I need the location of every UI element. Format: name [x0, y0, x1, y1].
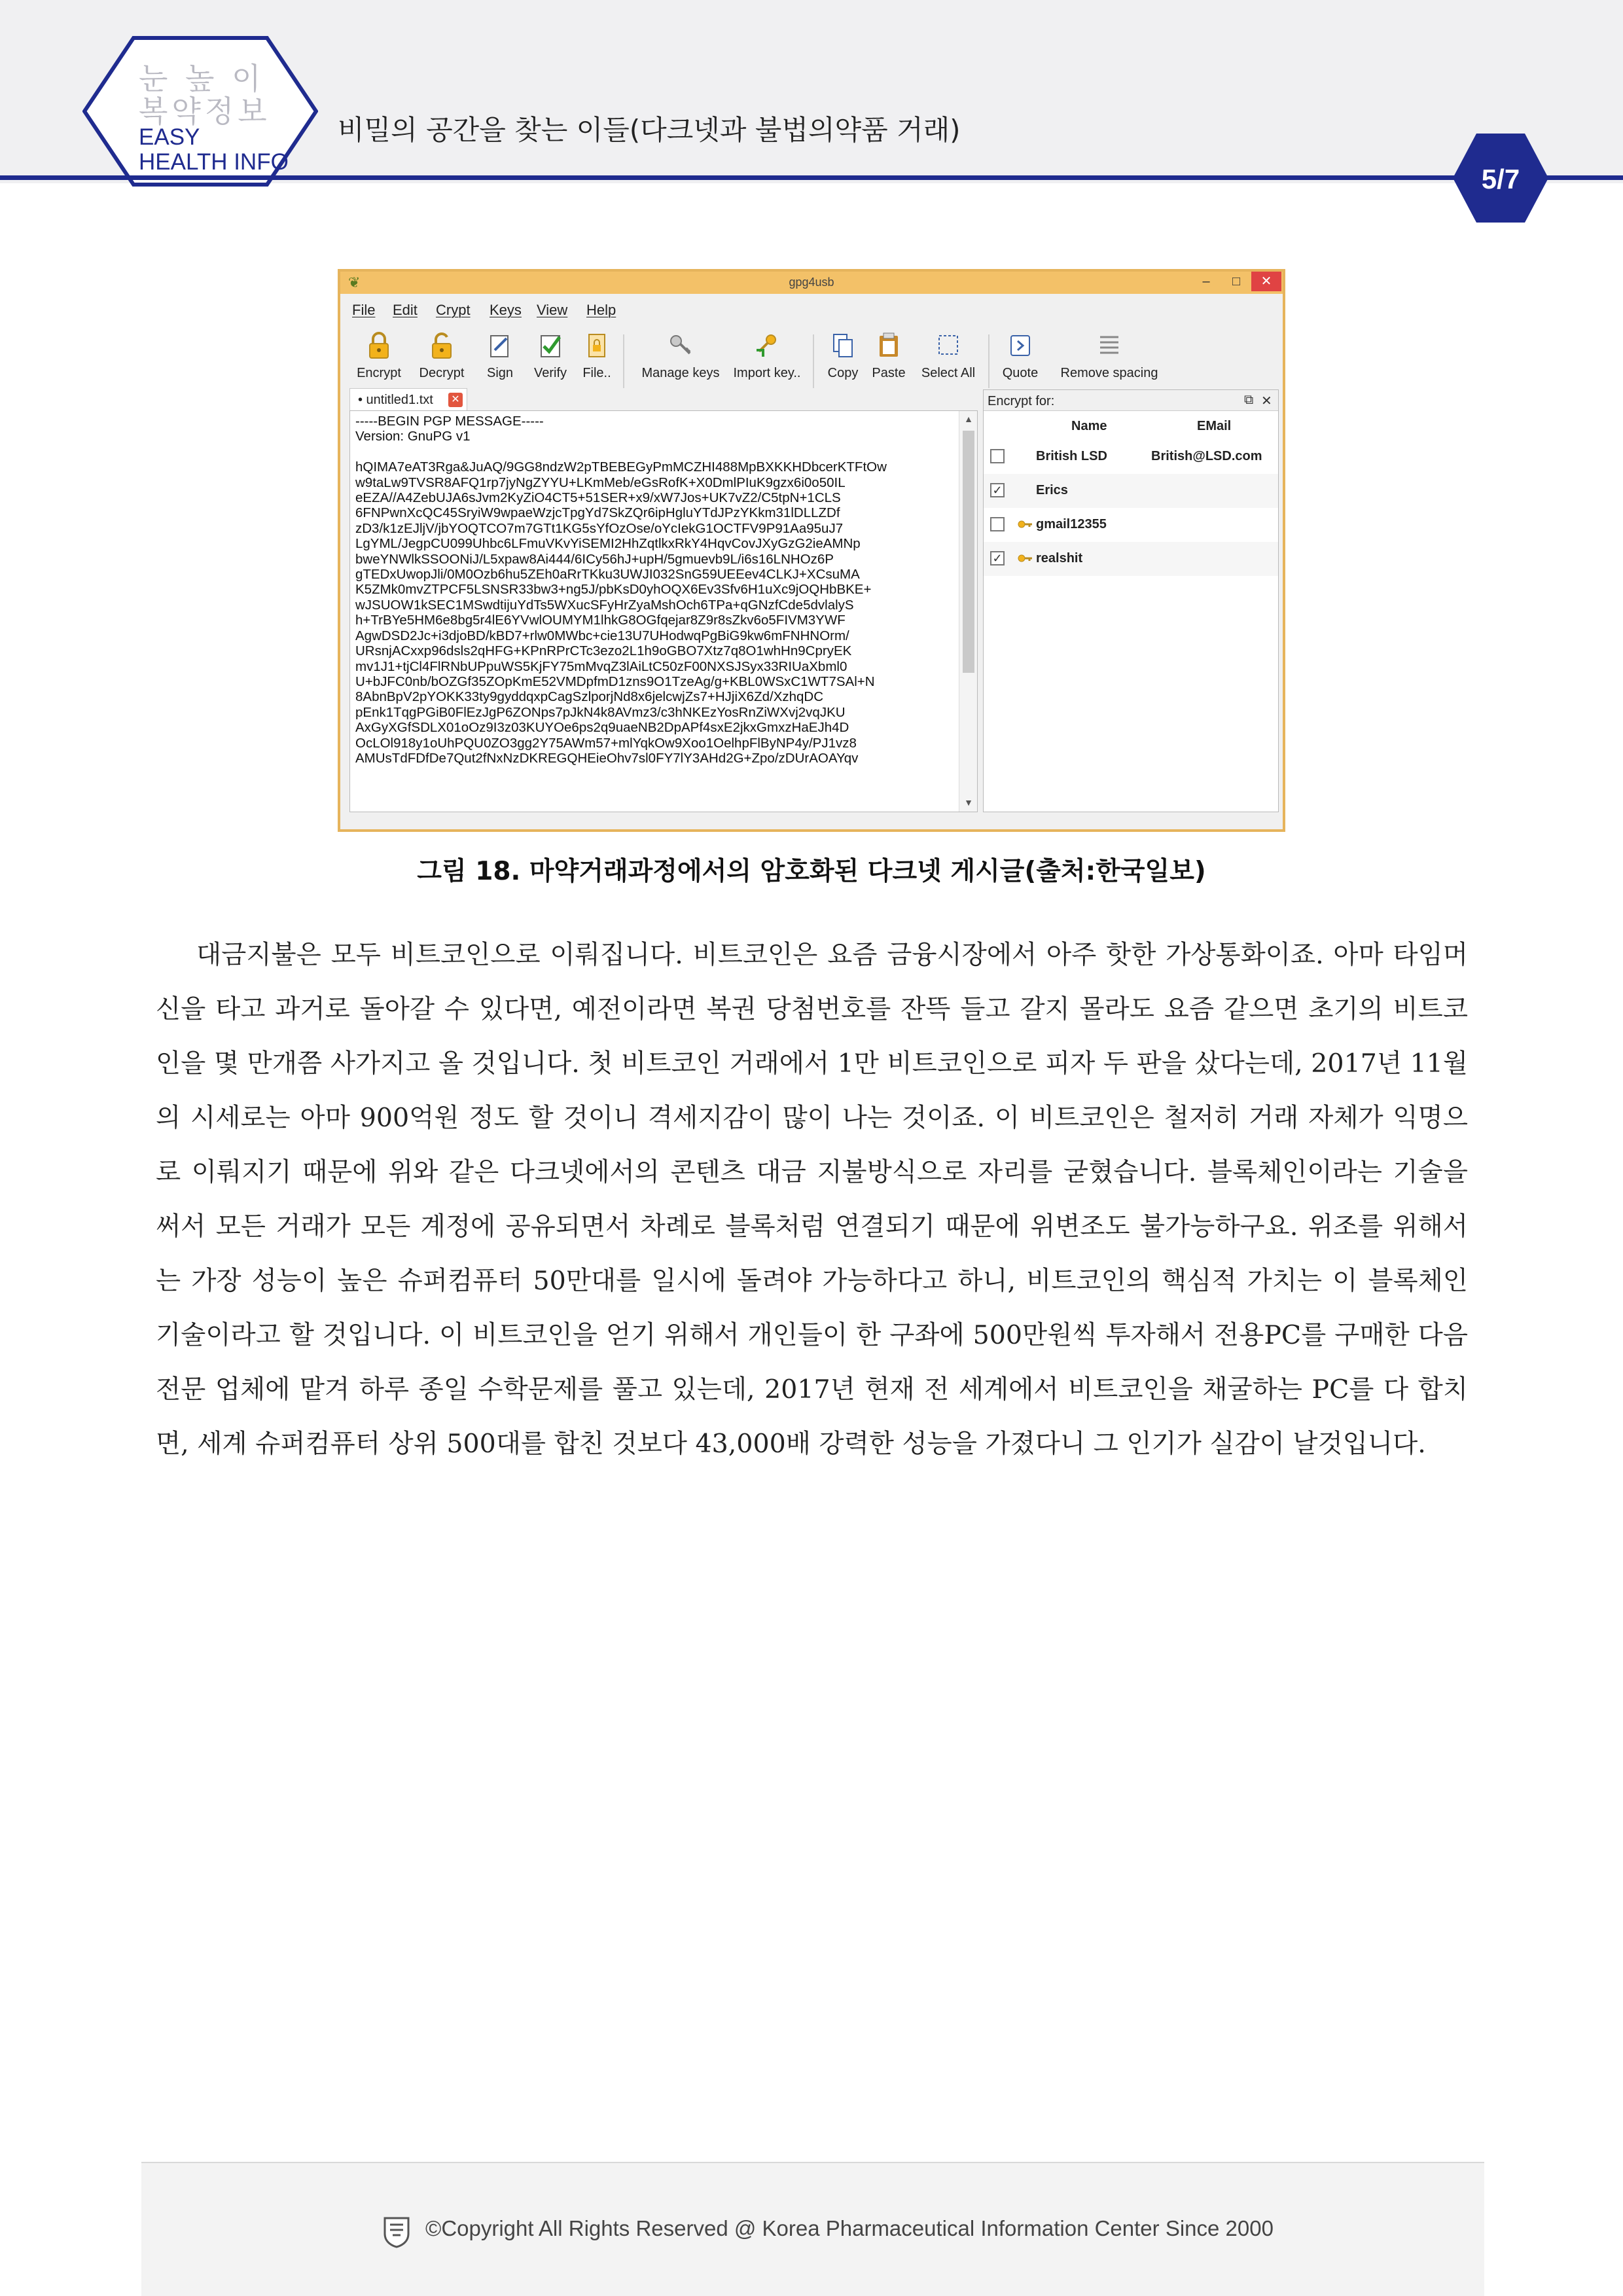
pgp-line: h+TrBYe5HM6e8bg5r4lE6YVwlOUMYM1lhkG8OGfqejar8Z9r8sZkv6o5FIVM3YWF: [355, 613, 846, 628]
pgp-line: eEZA//A4ZebUJA6sJvm2KyZiO4CT5+51SER+x9/xW7Jos+UK7vZ2/C5tpN+1CLS: [355, 490, 841, 506]
file-button[interactable]: [577, 331, 616, 391]
paste-button[interactable]: [868, 331, 910, 391]
toolbar: [340, 324, 1283, 396]
keys-icon: [668, 331, 694, 359]
key-checkbox-checked[interactable]: ✓: [990, 483, 1005, 497]
key-row[interactable]: [984, 440, 1278, 474]
pgp-line: [355, 444, 957, 459]
pgp-line: AgwDSD2Jc+i3djoBD/kBD7+rlw0MWbc+cie13U7UHodwqPgBiG9kw6mFNHNOrm/: [355, 628, 849, 643]
pgp-line: Version: GnuPG v1: [355, 429, 471, 444]
manage-keys-label: Manage keys: [641, 366, 720, 380]
logo-text-easy: EASY: [139, 124, 200, 150]
pgp-line: 8AbnBpV2pYOKK33ty9gyddqxpCagSzlporjNd8x6jelcwjZs7+HJjiX6Zd/XzhqDC: [355, 689, 824, 705]
logo-text-korean: 눈 높 이: [139, 61, 265, 96]
pgp-line: wJSUOW1kSEC1MSwdtijuYdTs5WXucSFyHrZyaMshOch6TPa+qGNzfCde5dvlalyS: [355, 597, 854, 613]
paste-label: Paste: [872, 366, 906, 380]
key-row[interactable]: [984, 508, 1278, 542]
menu-bar: [340, 298, 1283, 321]
logo-text-korean-2: 복약정보: [139, 94, 271, 129]
lock-icon: [366, 331, 392, 359]
import-key-label: Import key..: [733, 366, 801, 380]
select-all-label: Select All: [921, 366, 976, 380]
status-bar: [340, 815, 1283, 829]
window-titlebar: [340, 272, 1283, 294]
pgp-line: K5ZMk0mvZTPCF5LSNSR33bw3+ng5J/pbKsD0yhOQX6Ev3Sfv6H1uXc9jOQHbBKE+: [355, 582, 872, 598]
body-paragraph: 대금지불은 모두 비트코인으로 이뤄집니다. 비트코인은 요즘 금융시장에서 아주 핫한 가상통화이죠. 아마 타임머신을 타고 과거로 돌아갈 수 있다면, 예전이라면 복권 당첨번호를 잔뜩 들고 갈지 몰라도 요즘 같으면 초기의 비트코인을 몇 만개쯤 사가지고 올 것입니다. 첫 비트코인 거래에서 1만 비트코인으로 피자 두 판을 샀다는데, 2017년 11월의 시세로는 아마 900억원 정도 할 것이니 격세지감이 많이 나는 것이죠. 이 비트코인은 철저히 거래 자체가 익명으로 이뤄지기 때문에 위와 같은 다크넷에서의 콘텐츠 대금 지불방식으로 자리를 굳혔습니다. 블록체인이라는 기술을 써서 모든 거래가 모든 계정에 공유되면서 차례로 블록처럼 연결되기 때문에 위변조도 불가능하구요. 위조를 위해서는 가장 성능이 높은 슈퍼컴퓨터 50만대를 일시에 돌려야 가능하다고 하니, 비트코인의 핵심적 가치는 이 블록체인 기술이라고 할 것입니다. 이 비트코인을 얻기 위해서 개인들이 한 구좌에 500만원씩 투자해서 전용PC를 구매한 다음 전문 업체에 맡겨 하루 종일 수학문제를 풀고 있는데, 2017년 현재 전 세계에서 비트코인을 채굴하는 PC를 다 합치면, 세계 슈퍼컴퓨터 상위 500대를 합친 것보다 43,000배 강력한 성능을 가졌다니 그 인기가 실감이 날것입니다.: [156, 940, 1468, 1459]
key-name: gmail12355: [1036, 517, 1107, 531]
logo-text-health-info: HEALTH INFO: [139, 149, 289, 175]
close-panel-icon[interactable]: ✕: [1261, 394, 1272, 408]
document-title: 비밀의 공간을 찾는 이들(다크넷과 불법의약품 거래): [338, 114, 961, 146]
column-header-email[interactable]: EMail: [1197, 419, 1232, 433]
gpg4usb-screenshot: [338, 269, 1285, 832]
copy-button[interactable]: [822, 331, 864, 391]
minimize-button[interactable]: –: [1202, 274, 1210, 289]
remove-spacing-label: Remove spacing: [1060, 366, 1158, 380]
copy-icon: [830, 331, 856, 359]
pgp-line: pEnk1TqgPGiB0FlEzJgP6ZONps7pJkN4k8AVmz3/c3hNKEzYosRnZiWXvj2vqJKU: [355, 704, 846, 720]
remove-spacing-button[interactable]: [1047, 331, 1171, 391]
window-title: gpg4usb: [789, 276, 834, 289]
pgp-line: URsnjACxxp96dsls2qHFG+KPnRPrCTc3ezo2L1h9oGBO7Xtz7q8O1whHn9CpryEK: [355, 643, 852, 659]
unlock-icon: [429, 331, 455, 359]
verify-button[interactable]: [527, 331, 573, 391]
scroll-down-icon[interactable]: ▼: [964, 797, 973, 808]
quote-button[interactable]: [997, 331, 1043, 391]
panel-title: Encrypt for:: [988, 394, 1055, 408]
keypair-icon: [1016, 516, 1033, 533]
pgp-line: bweYNWlkSSOONiJ/L5xpaw8Ai444/6ICy56hJ+upH/5gmuevb9L/i6s16LNHOz6P: [355, 551, 834, 567]
close-button[interactable]: ✕: [1251, 272, 1281, 291]
editor-tabstrip: [349, 388, 755, 410]
file-label: File..: [582, 366, 611, 380]
pgp-line: -----BEGIN PGP MESSAGE-----: [355, 414, 544, 429]
pgp-message-text: [355, 414, 957, 766]
pgp-line: zD3/k1zEJljV/jbYOQTCO7m7GTt1KG5sYfOzOse/oYcIekG1OCTFV9P91Aa95uJ7: [355, 520, 844, 536]
quote-icon: [1007, 331, 1033, 359]
pgp-line: AMUsTdFDfDe7Qut2fNxNzDKREGQHEieOhv7sl0FY7lY3AHd2G+Zpo/zDUrAOAYqv: [355, 750, 859, 766]
key-name: British LSD: [1036, 449, 1107, 463]
menu-help[interactable]: Help: [586, 302, 616, 318]
sign-button[interactable]: [478, 331, 522, 391]
pgp-line: AxGyXGfSDLX01oOz9I3z03KUYOe6ps2q9uaeNB2DpAPf4sxE2jkxGmxzHaEJh4D: [355, 720, 849, 736]
pgp-line: gTEDxUwopJli/0M0Ozb6hu5ZEh0aRrTKku3UWJI032SnG59UEEev4CLKJ+XCsuMA: [355, 567, 860, 583]
key-name: realshit: [1036, 551, 1083, 565]
encrypt-label: Encrypt: [357, 366, 401, 380]
pgp-line: mv1J1+tjCl4FlRNbUPpuWS5KjFY75mMvqZ3lAiLtC50zF00NXSJSyx33RIUaXbml0: [355, 658, 847, 674]
pgp-line: w9taLw9TVSR8AFQ1rp7jyNgZYYU+LKmMeb/eGsRofK+X0DmlPIuK9gzx6i0o50IL: [355, 475, 846, 490]
menu-file[interactable]: File: [352, 302, 376, 318]
message-editor[interactable]: [349, 410, 978, 812]
scroll-up-icon[interactable]: ▲: [964, 414, 973, 424]
pgp-line: U+bJFC0nb/bOZGf35ZOpKmE52VMDpfmD1zns9O1TzeAg/g+KBL0WSxC1WT7SAl+N: [355, 673, 875, 689]
page-number: 5/7: [1481, 164, 1520, 194]
key-name: Erics: [1036, 483, 1068, 497]
float-panel-icon[interactable]: ⧉: [1244, 393, 1254, 407]
manage-keys-button[interactable]: [635, 331, 726, 391]
figure-caption: 그림 18. 마약거래과정에서의 암호화된 다크넷 게시글(출처:한국일보): [417, 857, 1206, 886]
verify-icon: [537, 331, 563, 359]
key-checkbox[interactable]: [990, 449, 1005, 463]
leaf-icon: ❦: [348, 274, 361, 291]
pgp-line: LgYML/JegpCU099Uhbc6LFmuVKvYiSEMI2HhZqtlkxRkY4HqvCovJXyGzG2ieAMNp: [355, 536, 861, 552]
toolbar-separator: [813, 334, 814, 388]
key-row[interactable]: [984, 542, 1278, 576]
scrollbar-thumb[interactable]: [963, 431, 974, 673]
quote-label: Quote: [1002, 366, 1039, 380]
remove-spacing-icon: [1096, 331, 1122, 359]
select-all-icon: [935, 331, 961, 359]
tab-untitled1[interactable]: [349, 388, 467, 410]
key-row[interactable]: [984, 474, 1278, 508]
copy-label: Copy: [827, 366, 859, 380]
maximize-button[interactable]: □: [1232, 274, 1241, 289]
key-email: British@LSD.com: [1151, 449, 1262, 463]
verify-label: Verify: [533, 366, 567, 380]
panel-header: [984, 390, 1278, 411]
keypair-icon: [1016, 550, 1033, 567]
import-key-button[interactable]: [728, 331, 806, 391]
import-key-icon: [754, 331, 780, 359]
editor-scrollbar[interactable]: [959, 411, 977, 812]
key-checkbox[interactable]: [990, 517, 1005, 531]
pgp-line: OcLOl918y1oUhPQU0ZO3gg2Y75AWm57+mlYqkOw9Xoo1OelhpFlByNP4y/PJ1vz8: [355, 735, 857, 751]
tab-label: • untitled1.txt: [358, 393, 433, 407]
select-all-button[interactable]: [912, 331, 984, 391]
toolbar-separator: [623, 334, 624, 388]
paste-icon: [876, 331, 902, 359]
pgp-line: 6FNPwnXcQC45SryiW9wpaeWzjcTpgYd7SkZQr6ipHgluYTdJPzYKkm31lDLLZDf: [355, 505, 840, 521]
menu-view[interactable]: View: [537, 302, 568, 318]
sign-label: Sign: [486, 366, 514, 380]
menu-keys[interactable]: Keys: [490, 302, 522, 318]
column-header-name[interactable]: Name: [1071, 419, 1107, 433]
decrypt-label: Decrypt: [419, 366, 465, 380]
pgp-line: hQIMA7eAT3Rga&JuAQ/9GG8ndzW2pTBEBEGyPmMCZHI488MpBXKKHDbcerKTFtOw: [355, 459, 887, 475]
header-rule: [0, 175, 1623, 180]
key-checkbox-checked[interactable]: ✓: [990, 551, 1005, 565]
toolbar-separator: [988, 334, 990, 388]
encrypt-button[interactable]: [349, 331, 408, 391]
menu-crypt[interactable]: Crypt: [436, 302, 471, 318]
file-lock-icon: [584, 331, 610, 359]
decrypt-button[interactable]: [412, 331, 471, 391]
menu-edit[interactable]: Edit: [393, 302, 418, 318]
tab-close-icon[interactable]: ✕: [448, 393, 463, 407]
encrypt-for-panel: [983, 389, 1279, 812]
sign-icon: [487, 331, 513, 359]
kpic-emblem-icon: [382, 2215, 411, 2248]
footer-copyright: ©Copyright All Rights Reserved @ Korea Pharmaceutical Information Center Since 2000: [425, 2216, 1274, 2240]
